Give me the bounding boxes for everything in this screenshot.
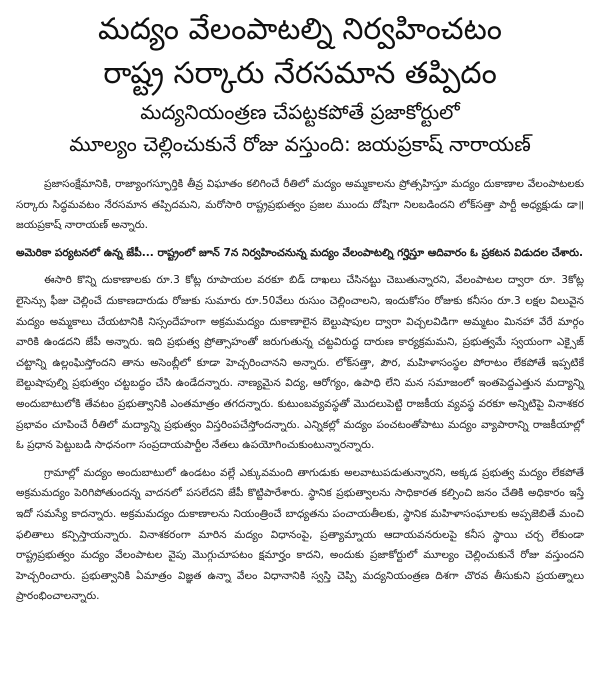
headline-line-2: రాష్ట్ర సర్కారు నేరసమాన తప్పిదం	[103, 56, 497, 91]
subheadline-line-1: మద్యనియంత్రణ చేపట్టకపోతే ప్రజాకోర్టులో	[140, 100, 460, 124]
paragraph-1: ప్రజాసంక్షేమానికి, రాజ్యాంగస్ఫూర్తికి తీవ్ర విఘాతం కలిగించే రీతిలో మద్యం అమ్మకాలను ప్రోత్సహిస్తూ మద్యం దుకాణాల వేలంపాటలకు సర్కారు సిద్ధమవటం నేరసమాన తప్పిదమని, మరోసారి రాష్ట్రప్రభుత్వం ప్రజల ముందు దోషిగా నిలబడిందని లోక్‌సత్తా పార్టీ అధ్యక్షుడు డా॥ జయప్రకాష్ నారాయణ్ అన్నారు.	[16, 178, 584, 232]
paragraph-2-bold: అమెరికా పర్యటనలో ఉన్న జేపీ... రాష్ట్రంలో జూన్ 7న నిర్వహించనున్న మద్యం వేలంపాటల్ని గర్హిస్తూ ఆదివారం ఓ ప్రకటన విడుదల చేశారు.	[16, 246, 584, 259]
article-body	[16, 174, 584, 607]
article-header	[16, 8, 584, 160]
paragraph-3: ఈసారి కొన్ని దుకాణాలకు రూ.3 కోట్ల రూపాయల వరకూ బిడ్ దాఖలు చేసినట్టు చెబుతున్నారని, వేలంపాటల ద్వారా రూ. 3కోట్ల లైసెన్సు ఫీజు చెల్లించే దుకాణదారుడు రోజుకు సుమారు రూ.50వేలు రుసుం చెల్లించాలని, ఇందుకోసం రోజుకు కనీసం రూ.3 లక్షల విలువైన మద్యం అమ్మకాలు చేయటానికి నిస్సందేహంగా అక్రమమద్యం దుకాణాలైన బెల్టుషాపుల ద్వారా విచ్చలవిడిగా అమ్మటం మినహా వేరే మార్గం వారికి ఉండదని జేపీ అన్నారు. ఇది ప్రభుత్వ ప్రోత్సాహంతో జరుగుతున్న చట్టవిరుద్ధ దారుణ కార్యక్రమమని, ప్రభుత్వమే స్వయంగా ఎక్సైజ్ చట్టాన్ని ఉల్లంఘిస్తోందని తాను అసెంబ్లీలో కూడా హెచ్చరించానని అన్నారు. లోక్‌సత్తా, పౌర, మహిళాసంస్థల పోరాటం లేకపోతే ఇప్పటికే బెల్టుషాపుల్ని ప్రభుత్వం చట్టబద్ధం చేసి ఉండేదన్నారు. నాణ్యమైన విద్య, ఆరోగ్యం, ఉపాధి లేని మన సమాజంలో ఇంతపెద్దఎత్తున మద్యాన్ని అందుబాటులోకి తేవటం ప్రభుత్వానికి ఎంతమాత్రం తగదన్నారు. కుటుంబవ్యవస్థతో మొదలుపెట్టి రాజకీయ వ్యవస్థ వరకూ అన్నిటిపై వినాశకర ప్రభావం చూపించే రీతిలో మద్యాన్ని ప్రభుత్వం విస్తరింపచేస్తోందన్నారు. ఎన్నికల్లో మద్యం పంచటంతోపాటు మద్యం వ్యాపారాన్ని రాజకీయాల్లో ఓ ప్రధాన పెట్టుబడి సాధనంగా సంప్రదాయపార్టీల నేతలు ఉపయోగించుకుంటున్నారన్నారు.	[16, 274, 584, 452]
headline-line-1: మద్యం వేలంపాటల్ని నిర్వహించటం	[98, 12, 502, 47]
subheadline-line-2: మూల్యం చెల్లించుకునే రోజు వస్తుంది: జయప్రకాష్ నారాయణ్	[69, 132, 531, 156]
paragraph-4: గ్రామాల్లో మద్యం అందుబాటులో ఉండటం వల్లే ఎక్కువమంది తాగుడుకు అలవాటుపడుతున్నారని, అక్కడ ప్రభుత్వ మద్యం లేకపోతే అక్రమమద్యం పెరిగిపోతుందన్న వాదనలో పసలేదని జేపీ కొట్టిపారేశారు. స్థానిక ప్రభుత్వాలను సాధికారత కల్పించి జనం చేతికి అధికారం ఇస్తే ఇదో సమస్యే కాదన్నారు. అక్రమమద్యం దుకాణాలను నియంత్రించే బాధ్యతను పంచాయతీలకు, స్థానిక మహిళాసంఘాలకు అప్పజెబితే మంచి ఫలితాలు కన్పిస్తాయన్నారు. వినాశకరంగా మారిన మద్యం విధానంపై, ప్రత్యామ్నాయ ఆదాయవనరులపై కనీస స్థాయి చర్చ లేకుండా రాష్ట్రప్రభుత్వం మద్యం వేలంపాటల వైపు మొగ్గుచూపటం క్షమార్హం కాదని, అందుకు ప్రజాకోర్టులో మూల్యం చెల్లించుకునే రోజు వస్తుందని హెచ్చరించారు. ప్రభుత్వానికి ఏమాత్రం విజ్ఞత ఉన్నా వేలం విధానానికి స్వస్తి చెప్పి మద్యనియంత్రణ దిశగా చొరవ తీసుకుని ప్రయత్నాలు ప్రారంభించాలన్నారు.	[16, 466, 584, 603]
